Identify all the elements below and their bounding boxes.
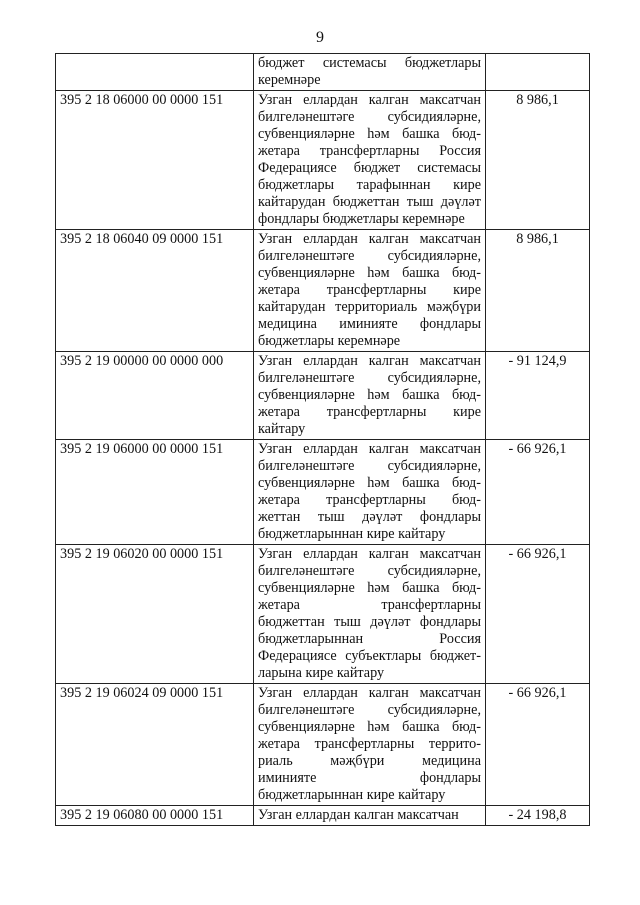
income-name-line: бюджетларыннан кире кайтару [258, 526, 446, 542]
income-name-cell [254, 54, 486, 91]
income-name-cell [254, 352, 486, 440]
budget-code-cell: 395 2 19 06020 00 0000 151 [56, 545, 254, 684]
income-name-line: керемнәре [258, 72, 321, 88]
income-name-line: билгеләнештәге субсидияләрне, [258, 109, 481, 125]
income-name-line: Узган еллардан калган максатчан [258, 685, 481, 701]
income-name-line: Узган еллардан калган максатчан [258, 231, 481, 247]
table-row [56, 684, 590, 806]
income-name-line: субвенцияләрне һәм башка бюд- [258, 580, 481, 596]
income-name-line: медицина иминияте фондлары [258, 316, 481, 332]
income-name-line: Федерациясе бюджет системасы [258, 160, 481, 176]
income-name-line: билгеләнештәге субсидияләрне, [258, 702, 481, 718]
income-name-line: Федерациясе субъектлары бюджет- [258, 648, 481, 664]
income-name-line: билгеләнештәге субсидияләрне, [258, 248, 481, 264]
income-name-line: жетара трансфертларны кире [258, 404, 481, 420]
income-name-line: бюджетлары тарафыннан кире [258, 177, 481, 193]
income-name-line: кайтару [258, 421, 306, 437]
income-name-line: бюджет системасы бюджетлары [258, 55, 481, 71]
income-name-line: жетара трансфертларны бюд- [258, 492, 481, 508]
income-name-cell [254, 91, 486, 230]
income-name-line: билгеләнештәге субсидияләрне, [258, 370, 481, 386]
income-name-line: Узган еллардан калган максатчан [258, 441, 481, 457]
income-name-line: риаль мәҗбүри медицина [258, 753, 481, 769]
income-name-cell [254, 806, 486, 826]
table-row [56, 91, 590, 230]
amount-cell: - 66 926,1 [486, 545, 590, 684]
amount-cell: - 66 926,1 [486, 684, 590, 806]
income-name-line: жетара трансфертларны Россия [258, 143, 481, 159]
budget-code-cell: 395 2 19 00000 00 0000 000 [56, 352, 254, 440]
table-row [56, 352, 590, 440]
income-name-line: кайтарудан бюджеттан тыш дәүләт [258, 194, 481, 210]
income-name-line: субвенцияләрне һәм башка бюд- [258, 387, 481, 403]
income-name-line: фондлары бюджетлары керемнәре [258, 211, 465, 227]
budget-code-cell: 395 2 19 06000 00 0000 151 [56, 440, 254, 545]
income-name-line: Узган еллардан калган максатчан [258, 92, 481, 108]
page-number: 9 [316, 29, 324, 46]
amount-cell: - 66 926,1 [486, 440, 590, 545]
income-name-line: субвенцияләрне һәм башка бюд- [258, 719, 481, 735]
budget-code-cell: 395 2 18 06040 09 0000 151 [56, 230, 254, 352]
income-name-line: ларына кире кайтару [258, 665, 385, 681]
table-body [56, 54, 590, 826]
income-name-line: жетара трансфертларны кире [258, 282, 481, 298]
income-name-line: иминияте фондлары [258, 770, 481, 786]
income-name-cell [254, 545, 486, 684]
income-name-line: бюджетлары керемнәре [258, 333, 401, 349]
income-name-line: бюджетларыннан Россия [258, 631, 481, 647]
budget-table [55, 53, 590, 826]
income-name-line: жеттан тыш дәүләт фондлары [258, 509, 481, 525]
income-name-cell [254, 230, 486, 352]
income-name-line: бюджетларыннан кире кайтару [258, 787, 446, 803]
income-name-line: субвенцияләрне һәм башка бюд- [258, 126, 481, 142]
income-name-line: билгеләнештәге субсидияләрне, [258, 458, 481, 474]
budget-code-cell [56, 54, 254, 91]
amount-cell: 8 986,1 [486, 230, 590, 352]
amount-cell: - 24 198,8 [486, 806, 590, 826]
income-name-line: субвенцияләрне һәм башка бюд- [258, 265, 481, 281]
income-name-cell [254, 684, 486, 806]
income-name-line: Узган еллардан калган максатчан [258, 546, 481, 562]
amount-cell: 8 986,1 [486, 91, 590, 230]
table-row [56, 545, 590, 684]
income-name-line: жетара трансфертларны террито- [258, 736, 481, 752]
income-name-line: Узган еллардан калган максатчан [258, 807, 459, 823]
amount-cell [486, 54, 590, 91]
budget-code-cell: 395 2 19 06080 00 0000 151 [56, 806, 254, 826]
income-name-line: билгеләнештәге субсидияләрне, [258, 563, 481, 579]
amount-cell: - 91 124,9 [486, 352, 590, 440]
budget-code-cell: 395 2 18 06000 00 0000 151 [56, 91, 254, 230]
table-row [56, 806, 590, 826]
table-row [56, 54, 590, 91]
income-name-line: субвенцияләрне һәм башка бюд- [258, 475, 481, 491]
income-name-line: жетара трансфертларны [258, 597, 481, 613]
table-row [56, 230, 590, 352]
table-row [56, 440, 590, 545]
budget-code-cell: 395 2 19 06024 09 0000 151 [56, 684, 254, 806]
income-name-line: кайтарудан территориаль мәҗбүри [258, 299, 481, 315]
income-name-cell [254, 440, 486, 545]
income-name-line: Узган еллардан калган максатчан [258, 353, 481, 369]
income-name-line: бюджеттан тыш дәүләт фондлары [258, 614, 481, 630]
